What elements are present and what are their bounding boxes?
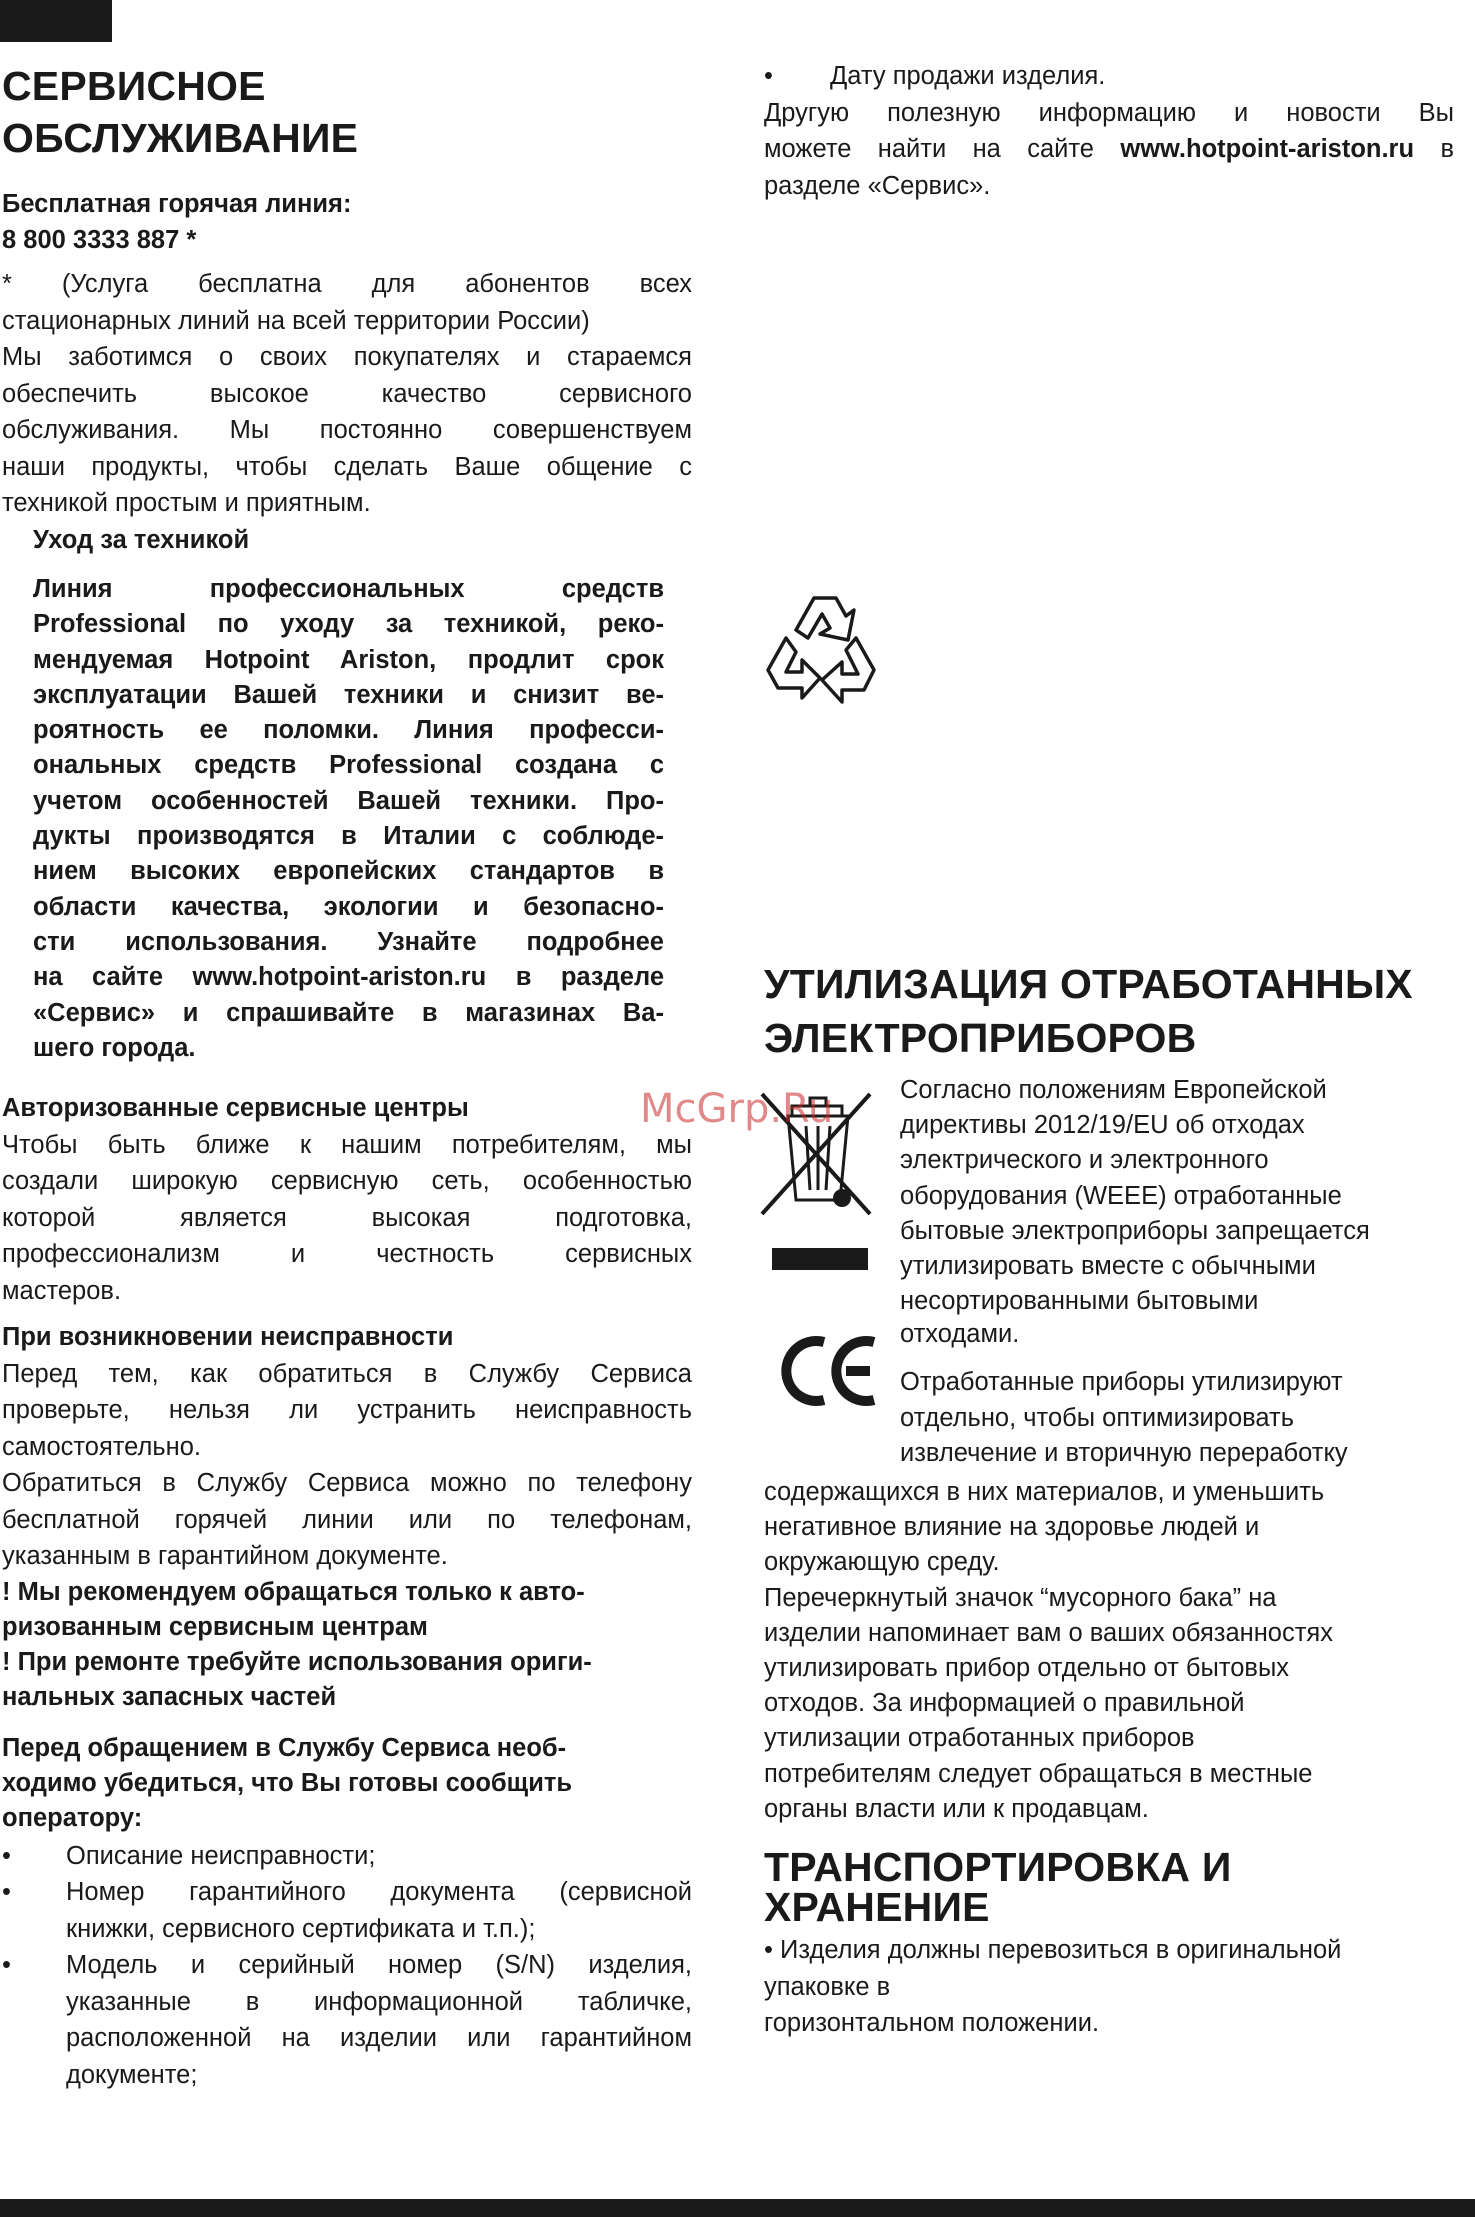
fault-line: проверьте, нельзя ли устранить неисправность bbox=[2, 1396, 692, 1425]
transport-text bbox=[764, 1932, 1464, 2042]
care-line: «Сервис» и спрашивайте в магазинах Ва- bbox=[33, 998, 664, 1027]
centers-line: профессионализм и честность сервисных bbox=[2, 1240, 692, 1269]
disposal-line: содержащихся в них материалов, и уменьшить bbox=[764, 1478, 1325, 1506]
bullet-line: Номер гарантийного документа (сервисной bbox=[66, 1878, 692, 1907]
disposal-line: утилизации отработанных приборов bbox=[764, 1724, 1195, 1753]
disposal-line: изделии напоминает вам о ваших обязанностях bbox=[764, 1618, 1333, 1647]
fault-line: самостоятельно. bbox=[2, 1432, 202, 1461]
before-call-line: Перед обращением в Службу Сервиса необ- bbox=[2, 1733, 567, 1762]
transport-title-line2: ХРАНЕНИЕ bbox=[764, 1884, 990, 1930]
footer-bar bbox=[0, 2199, 1475, 2217]
care-line: Professional по уходу за техникой, реко- bbox=[33, 610, 664, 639]
warning-line: нальных запасных частей bbox=[2, 1682, 337, 1711]
footnote-line: стационарных линий на всей территории России) bbox=[2, 306, 590, 335]
disposal-line: электрического и электронного bbox=[900, 1146, 1269, 1175]
transport-line: упаковке в bbox=[764, 1972, 891, 2001]
more-info-text: можете найти на сайте bbox=[764, 135, 1121, 163]
centers-line: которой является высокая подготовка, bbox=[2, 1203, 692, 1232]
disposal-line: утилизировать вместе с обычными bbox=[900, 1252, 1316, 1281]
disposal-line: отдельно, чтобы оптимизировать bbox=[900, 1403, 1294, 1432]
disposal-line: негативное влияние на здоровье людей и bbox=[764, 1513, 1260, 1542]
disposal-line: Согласно положениям Европейской bbox=[900, 1076, 1327, 1104]
left-column bbox=[2, 60, 692, 2093]
bullet-item bbox=[2, 1838, 692, 1875]
disposal-line: директивы 2012/19/EU об отходах bbox=[900, 1111, 1305, 1140]
care-line: Линия профессиональных средств bbox=[33, 575, 664, 603]
bullet-line: Дату продажи изделия. bbox=[830, 62, 1106, 90]
fault-line: Обратиться в Службу Сервиса можно по телефону bbox=[2, 1469, 692, 1498]
right-column bbox=[764, 58, 1454, 204]
centers-title: Авторизованные сервисные центры bbox=[2, 1094, 469, 1123]
intro-line: обслуживания. Мы постоянно совершенствуем bbox=[2, 416, 692, 444]
warning-line: ! Мы рекомендуем обращаться только к авто- bbox=[2, 1577, 585, 1606]
bullet-line: Модель и серийный номер (S/N) изделия, bbox=[66, 1951, 692, 1980]
care-line: ональных средств Professional создана с bbox=[33, 751, 664, 780]
centers-line: создали широкую сервисную сеть, особенностью bbox=[2, 1167, 692, 1196]
transport-line: горизонтальном положении. bbox=[764, 2009, 1100, 2037]
bullet-dot: • bbox=[2, 1878, 11, 1907]
warning-line: ! При ремонте требуйте использования ориги- bbox=[2, 1647, 592, 1676]
bullet-dot: • bbox=[2, 1951, 11, 1980]
care-line: мендуемая Hotpoint Ariston, продлит срок bbox=[33, 645, 664, 674]
care-box bbox=[33, 522, 664, 1067]
care-line: нием высоких европейских стандартов в bbox=[33, 857, 664, 886]
disposal-line: несортированными бытовыми bbox=[900, 1287, 1259, 1316]
transport-line: • Изделия должны перевозиться в оригинальной bbox=[764, 1936, 1342, 1964]
disposal-line: утилизировать прибор отдельно от бытовых bbox=[764, 1654, 1290, 1683]
bullet-line: указанные в информационной табличке, bbox=[66, 1987, 692, 2016]
fault-title: При возникновении неисправности bbox=[2, 1323, 454, 1352]
service-title-line1: СЕРВИСНОЕ bbox=[2, 63, 266, 109]
disposal-line: органы власти или к продавцам. bbox=[764, 1794, 1149, 1823]
warning-line: ризованным сервисным центрам bbox=[2, 1612, 428, 1641]
disposal-line: потребителям следует обращаться в местные bbox=[764, 1759, 1313, 1788]
bullet-line: расположенной на изделии или гарантийном bbox=[66, 2024, 692, 2053]
more-info-line: разделе «Сервис». bbox=[764, 171, 991, 200]
care-line: области качества, экологии и безопасно- bbox=[33, 892, 664, 921]
hotline-label: Бесплатная горячая линия: bbox=[2, 190, 352, 218]
bullet-dot: • bbox=[2, 1841, 11, 1870]
care-line: дукты производятся в Италии с соблюде- bbox=[33, 822, 664, 851]
watermark: McGrp.Ru bbox=[640, 1086, 834, 1132]
fault-line: указанным в гарантийном документе. bbox=[2, 1542, 448, 1571]
header-tab bbox=[0, 0, 112, 42]
care-line: на сайте www.hotpoint-ariston.ru в разделе bbox=[33, 963, 664, 992]
fault-line: бесплатной горячей линии или по телефонам, bbox=[2, 1505, 692, 1534]
bullet-line: Описание неисправности; bbox=[66, 1841, 376, 1870]
intro-line: техникой простым и приятным. bbox=[2, 489, 371, 517]
disposal-line: Отработанные приборы утилизируют bbox=[900, 1368, 1343, 1397]
disposal-line: бытовые электроприборы запрещается bbox=[900, 1216, 1370, 1245]
disposal-title-line2: ЭЛЕКТРОПРИБОРОВ bbox=[764, 1015, 1197, 1061]
intro-line: наши продукты, чтобы сделать Ваше общение с bbox=[2, 452, 692, 481]
bullet-dot: • bbox=[764, 62, 773, 90]
before-call-line: ходимо убедиться, что Вы готовы сообщить bbox=[2, 1768, 573, 1797]
service-title-line2: ОБСЛУЖИВАНИЕ bbox=[2, 115, 359, 161]
bullet-item bbox=[2, 1947, 692, 2093]
disposal-line: отходов. За информацией о правильной bbox=[764, 1689, 1245, 1718]
disposal-line: извлечение и вторичную переработку bbox=[900, 1438, 1348, 1467]
centers-line: мастеров. bbox=[2, 1276, 122, 1305]
transport-title-line1: ТРАНСПОРТИРОВКА И bbox=[764, 1844, 1232, 1890]
disposal-side-text bbox=[900, 1073, 1460, 1471]
site-link[interactable]: www.hotpoint-ariston.ru bbox=[1120, 135, 1415, 163]
disposal-line: окружающую среду. bbox=[764, 1548, 1000, 1577]
hotline-number: 8 800 3333 887 * bbox=[2, 226, 197, 254]
bullet-line: документе; bbox=[66, 2060, 198, 2089]
footnote-line: * (Услуга бесплатна для абонентов всех bbox=[2, 270, 692, 298]
disposal-line: оборудования (WEEE) отработанные bbox=[900, 1181, 1342, 1210]
intro-line: Мы заботимся о своих покупателях и стараемся bbox=[2, 343, 692, 371]
care-line: эксплуатации Вашей техники и снизит ве- bbox=[33, 680, 664, 709]
care-line: учетом особенностей Вашей техники. Про- bbox=[33, 786, 664, 815]
centers-line: Чтобы быть ближе к нашим потребителям, мы bbox=[2, 1130, 692, 1159]
more-info-text: в bbox=[1414, 135, 1454, 163]
ce-mark-icon bbox=[780, 1334, 880, 1408]
disposal-line: отходами. bbox=[900, 1320, 1020, 1349]
before-call-line: оператору: bbox=[2, 1803, 143, 1832]
disposal-title-line1: УТИЛИЗАЦИЯ ОТРАБОТАННЫХ bbox=[764, 961, 1413, 1007]
more-info-line bbox=[764, 131, 1454, 168]
bullet-item bbox=[764, 58, 1454, 95]
more-info-line: Другую полезную информацию и новости Вы bbox=[764, 98, 1454, 127]
fault-line: Перед тем, как обратиться в Службу Сервиса bbox=[2, 1359, 692, 1388]
care-title: Уход за техникой bbox=[33, 525, 250, 554]
care-line: шего города. bbox=[33, 1033, 196, 1062]
disposal-full-text bbox=[764, 1475, 1464, 1827]
recycle-icon bbox=[756, 588, 884, 710]
intro-line: обеспечить высокое качество сервисного bbox=[2, 379, 692, 408]
bullet-line: книжки, сервисного сертификата и т.п.); bbox=[66, 1914, 536, 1943]
bullet-item bbox=[2, 1874, 692, 1947]
care-line: роятность ее поломки. Линия професси- bbox=[33, 716, 664, 745]
care-line: сти использования. Узнайте подробнее bbox=[33, 927, 664, 956]
disposal-line: Перечеркнутый значок “мусорного бака” на bbox=[764, 1583, 1277, 1612]
